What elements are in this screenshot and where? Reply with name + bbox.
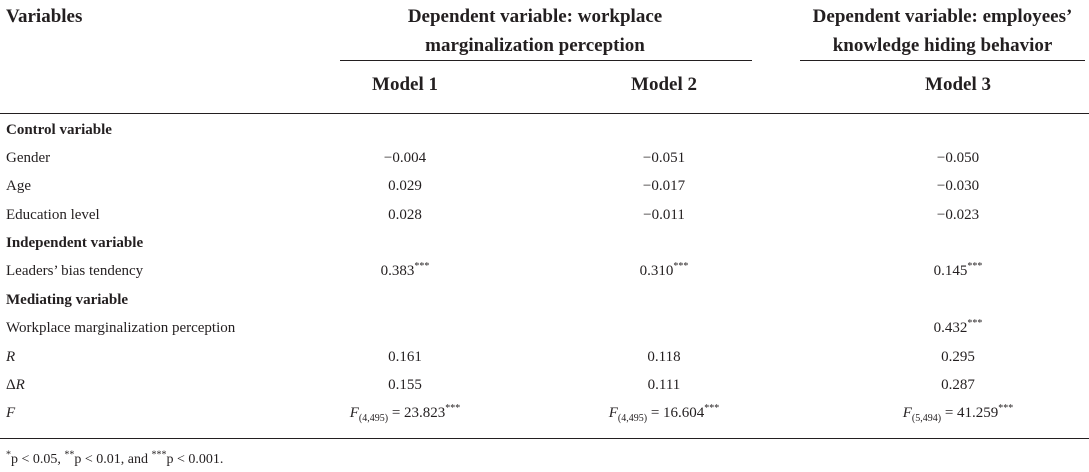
cell-gender-m2: −0.051 bbox=[642, 150, 686, 166]
cell-bias-m1-value: 0.383 bbox=[380, 263, 415, 279]
header-dependent-knowledge-hiding bbox=[800, 4, 1085, 58]
r-symbol: R bbox=[15, 377, 25, 393]
footnote-star-3: *** bbox=[151, 449, 167, 461]
row-label-delta-r bbox=[6, 377, 25, 394]
section-control-variable: Control variable bbox=[6, 122, 112, 138]
cell-r-m2: 0.118 bbox=[647, 349, 681, 365]
significance-stars: *** bbox=[998, 403, 1014, 414]
cell-bias-m2-value: 0.310 bbox=[639, 263, 674, 279]
cell-r-m3: 0.295 bbox=[941, 349, 975, 365]
cell-education-m2: −0.011 bbox=[643, 207, 685, 223]
significance-stars: *** bbox=[967, 261, 983, 272]
cell-age-m2: −0.017 bbox=[642, 178, 686, 194]
significance-stars: *** bbox=[445, 403, 461, 414]
cell-age-m3: −0.030 bbox=[936, 178, 980, 194]
cell-dr-m1: 0.155 bbox=[388, 377, 422, 393]
significance-stars: *** bbox=[704, 403, 720, 414]
footnote-p2: p < 0.01, and bbox=[74, 452, 152, 467]
cell-marg-m3-value: 0.432 bbox=[933, 320, 968, 336]
header-subrule-left bbox=[340, 60, 752, 61]
row-label-gender: Gender bbox=[6, 150, 51, 166]
header-dep1-line2: marginalization perception bbox=[425, 35, 645, 56]
cell-bias-m3 bbox=[858, 263, 1058, 280]
f-symbol: F bbox=[608, 405, 618, 421]
header-dependent-marginalization bbox=[340, 4, 730, 58]
section-independent-variable: Independent variable bbox=[6, 235, 144, 251]
footnote bbox=[6, 449, 224, 468]
row-label-workplace-marginalization: Workplace marginalization perception bbox=[6, 320, 236, 336]
degrees-of-freedom: (4,495) bbox=[617, 413, 648, 424]
header-model-3: Model 3 bbox=[925, 74, 991, 95]
significance-stars: *** bbox=[414, 261, 430, 272]
degrees-of-freedom: (4,495) bbox=[358, 413, 389, 424]
f-value: = 41.259 bbox=[941, 405, 999, 421]
cell-dr-m2: 0.111 bbox=[647, 377, 681, 393]
header-dep1-line1: Dependent variable: workplace bbox=[407, 6, 663, 27]
cell-education-m1: 0.028 bbox=[388, 207, 422, 223]
header-subrule-right bbox=[800, 60, 1085, 61]
f-symbol: F bbox=[349, 405, 359, 421]
footnote-p3: p < 0.001. bbox=[166, 452, 224, 467]
header-model-2: Model 2 bbox=[631, 74, 697, 95]
cell-r-m1: 0.161 bbox=[388, 349, 422, 365]
header-model-1: Model 1 bbox=[372, 74, 438, 95]
cell-bias-m3-value: 0.145 bbox=[933, 263, 968, 279]
row-label-leaders-bias: Leaders’ bias tendency bbox=[6, 263, 144, 279]
f-value: = 23.823 bbox=[388, 405, 446, 421]
row-label-age: Age bbox=[6, 178, 31, 194]
footnote-p1: p < 0.05, bbox=[11, 452, 65, 467]
cell-gender-m3: −0.050 bbox=[936, 150, 980, 166]
f-symbol: F bbox=[6, 405, 16, 421]
significance-stars: *** bbox=[967, 318, 983, 329]
delta-symbol: Δ bbox=[6, 377, 16, 393]
header-variables: Variables bbox=[6, 6, 83, 27]
row-label-f bbox=[6, 405, 15, 422]
footnote-star-2: ** bbox=[64, 449, 75, 461]
cell-age-m1: 0.029 bbox=[388, 178, 422, 194]
cell-dr-m3: 0.287 bbox=[941, 377, 975, 393]
header-dep2-line1: Dependent variable: employees’ bbox=[812, 6, 1073, 27]
table-bottom-rule bbox=[0, 438, 1089, 439]
f-value: = 16.604 bbox=[647, 405, 705, 421]
row-label-education: Education level bbox=[6, 207, 100, 223]
cell-bias-m1 bbox=[305, 263, 505, 280]
section-mediating-variable: Mediating variable bbox=[6, 292, 129, 308]
significance-stars: *** bbox=[673, 261, 689, 272]
cell-marg-m3 bbox=[858, 320, 1058, 337]
cell-f-m1 bbox=[305, 405, 505, 422]
f-symbol: F bbox=[902, 405, 912, 421]
header-bottom-rule bbox=[0, 113, 1089, 114]
r-symbol: R bbox=[6, 349, 16, 365]
row-label-r bbox=[6, 349, 15, 366]
footnote-star-1: * bbox=[6, 449, 11, 461]
degrees-of-freedom: (5,494) bbox=[911, 413, 942, 424]
cell-education-m3: −0.023 bbox=[936, 207, 980, 223]
cell-f-m2 bbox=[564, 405, 764, 422]
header-dep2-line2: knowledge hiding behavior bbox=[832, 35, 1053, 56]
cell-gender-m1: −0.004 bbox=[383, 150, 427, 166]
cell-bias-m2 bbox=[564, 263, 764, 280]
cell-f-m3 bbox=[858, 405, 1058, 422]
